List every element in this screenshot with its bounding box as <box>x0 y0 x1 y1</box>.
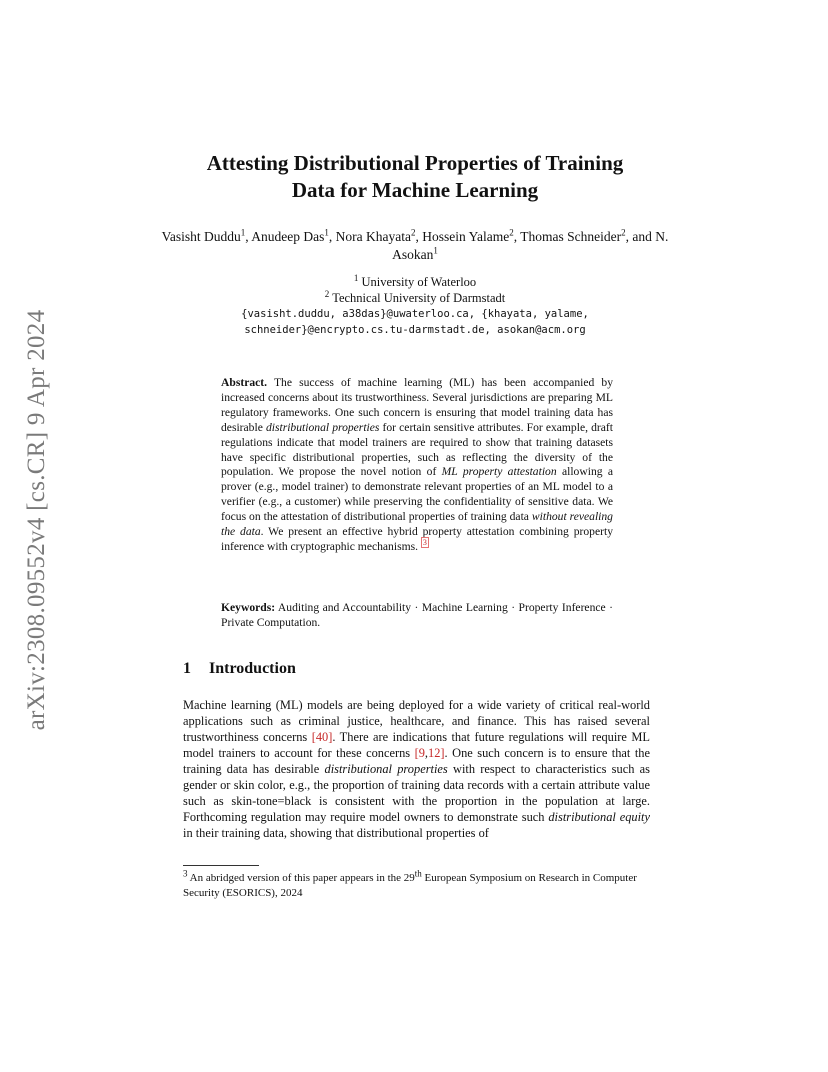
affiliation-mark: 1 <box>353 272 359 283</box>
paragraph-text: . There are indications that future regulations will require ML model trainers to account for these concerns <box>183 730 650 760</box>
paragraph-text: . One such concern is to ensure that the training data has desirable <box>183 746 650 776</box>
abstract-text: . We present an effective hybrid property attestation combining property inference with cryptographic mechanisms. <box>221 525 613 553</box>
section-heading <box>183 660 643 678</box>
paper-title <box>150 150 680 204</box>
citation-link[interactable]: [9 <box>414 746 425 760</box>
author-affiliation-mark: 2 <box>621 227 626 238</box>
section-number: 1 <box>183 660 191 677</box>
footnote <box>183 868 650 900</box>
abstract-text: The success of machine learning (ML) has been accompanied by increased concerns about its trustworthiness. Several jurisdictions are preparing ML regulatory frameworks. One such concern is ensuring that model training data has desirable <box>221 376 613 434</box>
citation-link[interactable]: [40] <box>311 730 333 744</box>
author-name: Vasisht Duddu <box>161 229 241 244</box>
email-line-2: schneider}@encrypto.cs.tu-darmstadt.de, asokan@acm.org <box>244 324 586 336</box>
affiliation-mark: 2 <box>324 288 330 299</box>
author-affiliation-mark: 2 <box>410 227 416 238</box>
keywords-text: Auditing and Accountability · Machine Learning · Property Inference · Private Computation. <box>221 601 613 629</box>
paragraph-text: in their training data, showing that distributional properties of <box>183 826 489 840</box>
citation-link[interactable]: 12] <box>428 746 445 760</box>
author-affiliation-mark: 1 <box>433 245 438 256</box>
author-name: , and N. Asokan <box>392 229 669 262</box>
title-line-2: Data for Machine Learning <box>291 178 539 202</box>
footnote-text: An abridged version of this paper appears in the 29 <box>187 872 415 884</box>
abstract-text: allowing a prover (e.g., model trainer) to demonstrate relevant properties of an ML model to a verifier (e.g., a customer) while preserving the confidentiality of sensitive data. We focus on the attestation of distributional properties of training data <box>221 465 614 524</box>
affiliation-name: University of Waterloo <box>361 275 477 289</box>
author-affiliation-mark: 1 <box>240 227 246 238</box>
abstract-emphasis: without revealing the data <box>221 510 613 539</box>
paragraph-text: Machine learning (ML) models are being deployed for a wide variety of critical real-world applications such as criminal justice, healthcare, and finance. This has raised several trustworthiness concerns <box>183 698 650 744</box>
abstract-emphasis: distributional properties <box>265 420 380 434</box>
footnote-mark: 3 <box>183 868 188 879</box>
footnote-superscript: th <box>414 868 422 879</box>
author-name: , Hossein Yalame <box>415 229 510 244</box>
abstract-label: Abstract. <box>221 376 268 389</box>
affiliations <box>160 274 670 338</box>
title-line-1: Attesting Distributional Properties of Training <box>206 151 624 175</box>
keywords <box>221 600 613 630</box>
author-name: , Thomas Schneider <box>513 229 622 244</box>
affiliation-1 <box>160 274 670 290</box>
footnote-link[interactable]: 3 <box>422 538 427 548</box>
section-title: Introduction <box>209 660 296 677</box>
keywords-label: Keywords: <box>221 601 276 614</box>
footnote-rule <box>183 865 259 866</box>
paragraph-emphasis: distributional properties <box>324 762 448 776</box>
footnote-text: European Symposium on Research in Computer Security (ESORICS), 2024 <box>183 872 637 899</box>
affiliation-name: Technical University of Darmstadt <box>332 291 506 305</box>
abstract <box>221 376 613 555</box>
affiliation-2 <box>160 290 670 306</box>
author-affiliation-mark: 2 <box>509 227 514 238</box>
author-list <box>160 228 670 264</box>
arxiv-identifier-text: arXiv:2308.09552v4 [cs.CR] 9 Apr 2024 <box>23 309 50 731</box>
author-name: , Anudeep Das <box>245 229 325 244</box>
paragraph-text: with respect to characteristics such as gender or skin color, e.g., the proportion of training data records with a certain attribute value such as skin-tone=black is consistent with the proportion in the population at large. Forthcoming regulation may require model owners to demonstrate such <box>183 762 650 824</box>
author-affiliation-mark: 1 <box>324 227 329 238</box>
introduction-paragraph <box>183 697 650 841</box>
author-name: , Nora Khayata <box>328 229 411 244</box>
citation-separator: , <box>424 746 429 760</box>
paragraph-emphasis: distributional equity <box>548 810 650 824</box>
abstract-emphasis: ML property attestation <box>441 465 557 479</box>
abstract-text: for certain sensitive attributes. For example, draft regulations indicate that model trainers are required to show that training datasets have specific distributional properties, such as reflecting the diversity of the population. We propose the novel notion of <box>221 420 613 479</box>
email-line-1: {vasisht.duddu, a38das}@uwaterloo.ca, {khayata, yalame, <box>241 308 589 320</box>
